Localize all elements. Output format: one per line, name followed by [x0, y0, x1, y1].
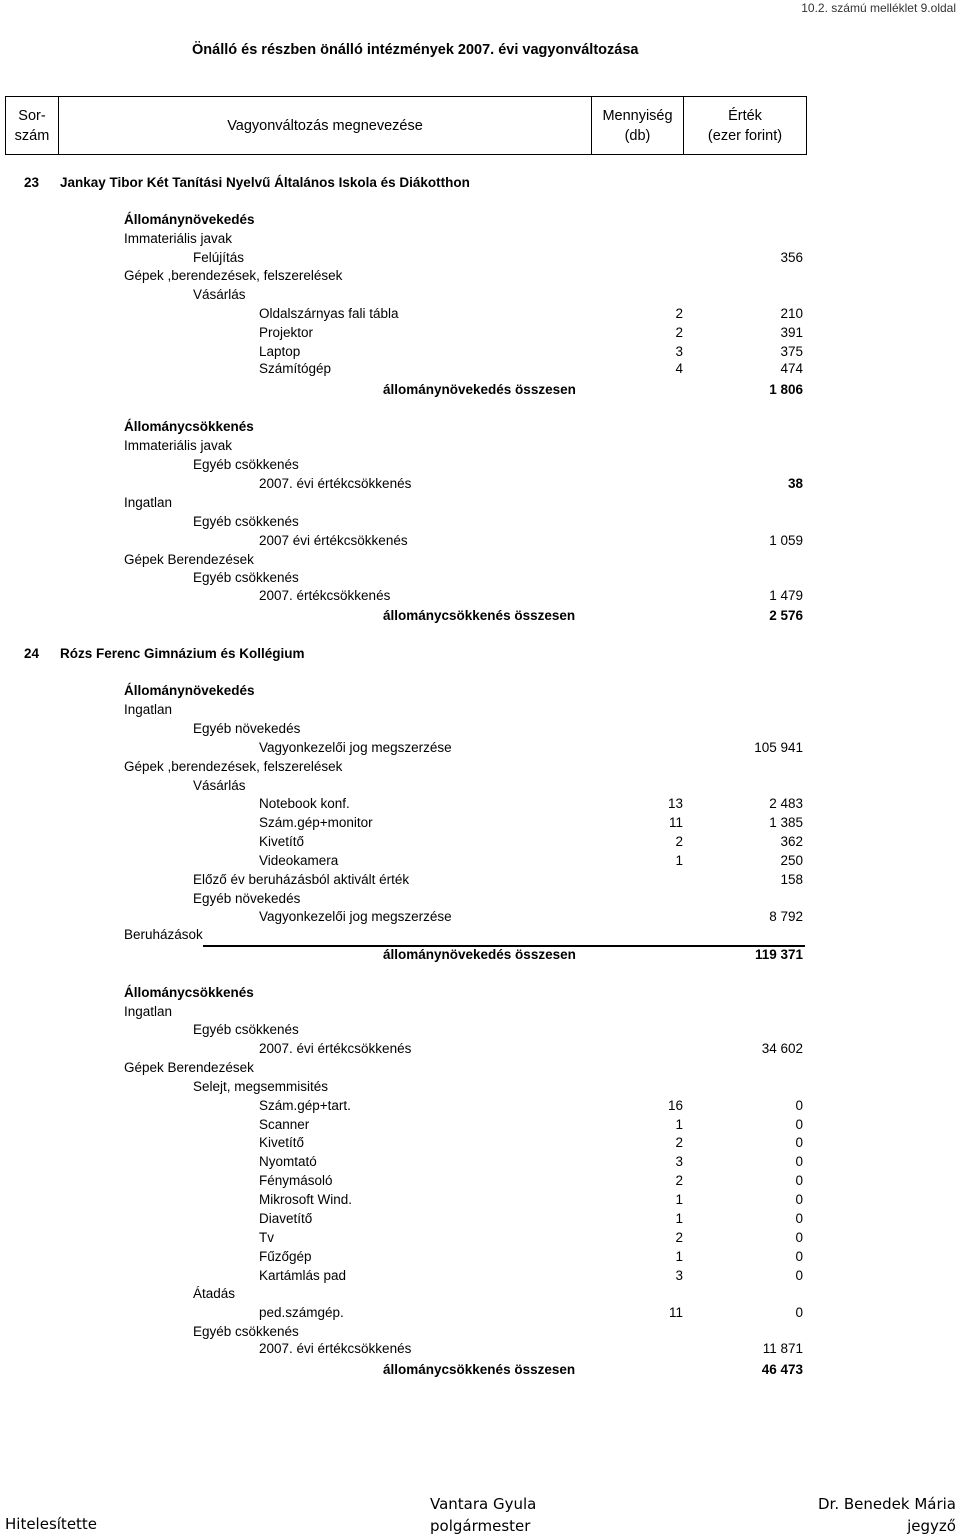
total-value: 119 371: [754, 947, 803, 962]
category-label: Gépek Berendezések: [124, 1060, 254, 1075]
subcategory-label: Selejt, megsemmisités: [193, 1079, 329, 1094]
item-label: Projektor: [259, 325, 314, 340]
item-label: Vagyonkezelői jog megszerzése: [259, 740, 452, 755]
item-label: Vagyonkezelői jog megszerzése: [259, 909, 452, 924]
footer-signer1-name: Vantara Gyula: [430, 1495, 537, 1513]
header-quantity-line1: Mennyiség: [602, 107, 673, 124]
item-label: ped.számgép.: [259, 1305, 344, 1320]
item-label: 2007. értékcsökkenés: [259, 588, 391, 603]
subcategory-label: Egyéb növekedés: [193, 891, 301, 906]
category-label: Gépek ,berendezések, felszerelések: [124, 268, 343, 283]
item-value: 1 059: [769, 533, 803, 548]
item-value: 250: [780, 853, 803, 868]
total-label: állománycsökkenés összesen: [383, 608, 576, 623]
item-label: 2007 évi értékcsökkenés: [259, 533, 408, 548]
item-label: Nyomtató: [259, 1154, 317, 1169]
category-label: Állománynövekedés: [124, 212, 255, 227]
page-title: Önálló és részben önálló intézmények 2007. évi vagyonváltozása: [192, 42, 639, 58]
total-divider-line: [203, 945, 805, 947]
item-label: Laptop: [259, 344, 301, 359]
total-label: állománynövekedés összesen: [383, 382, 576, 397]
header-sorszam-line1: Sor-: [18, 107, 46, 124]
item-value: 0: [795, 1230, 803, 1245]
item-label: Számítógép: [259, 361, 332, 376]
header-sorszam-line2: szám: [14, 127, 50, 144]
item-value: 0: [795, 1098, 803, 1113]
item-quantity: 1: [675, 1117, 683, 1132]
category-label: Beruházások: [124, 927, 203, 942]
page-reference: 10.2. számú melléklet 9.oldal: [801, 1, 956, 15]
item-label: 2007. évi értékcsökkenés: [259, 1041, 412, 1056]
item-label: Kivetítő: [259, 1135, 305, 1150]
category-label: Állománycsökkenés: [124, 419, 254, 434]
item-label: Szám.gép+monitor: [259, 815, 373, 830]
footer-certified: Hitelesítette: [5, 1515, 98, 1533]
item-label: Scanner: [259, 1117, 310, 1132]
item-label: Notebook konf.: [259, 796, 350, 811]
item-value: 210: [780, 306, 803, 321]
item-value: 11 871: [762, 1341, 803, 1356]
item-value: 0: [795, 1154, 803, 1169]
item-label: Mikrosoft Wind.: [259, 1192, 353, 1207]
item-quantity: 13: [667, 796, 683, 811]
category-label: Ingatlan: [124, 1004, 173, 1019]
item-label: Szám.gép+tart.: [259, 1098, 351, 1113]
subcategory-label: Vásárlás: [193, 287, 246, 302]
item-label: 2007. évi értékcsökkenés: [259, 1341, 412, 1356]
subcategory-label: Előző év beruházásból aktivált érték: [193, 872, 410, 887]
item-value: 8 792: [769, 909, 803, 924]
item-label: Tv: [259, 1230, 274, 1245]
subcategory-label: Egyéb csökkenés: [193, 1324, 299, 1339]
item-quantity: 11: [668, 815, 683, 830]
header-quantity: [591, 96, 684, 155]
item-quantity: 2: [675, 1135, 683, 1150]
item-quantity: 16: [667, 1098, 683, 1113]
item-quantity: 2: [675, 1230, 683, 1245]
item-quantity: 1: [675, 853, 683, 868]
item-value: 356: [780, 250, 803, 265]
header-value-line2: (ezer forint): [707, 127, 783, 144]
item-label: Diavetítő: [259, 1211, 313, 1226]
category-label: Ingatlan: [124, 495, 173, 510]
category-label: Immateriális javak: [124, 231, 233, 246]
item-label: Oldalszárnyas fali tábla: [259, 306, 399, 321]
subcategory-label: Felújítás: [193, 250, 245, 265]
total-label: állománycsökkenés összesen: [383, 1362, 576, 1377]
item-quantity: 1: [675, 1211, 683, 1226]
subcategory-label: Egyéb csökkenés: [193, 457, 299, 472]
item-value: 0: [795, 1173, 803, 1188]
category-label: Immateriális javak: [124, 438, 233, 453]
item-label: Kivetítő: [259, 834, 305, 849]
item-quantity: 4: [675, 361, 683, 376]
header-value-line1: Érték: [728, 107, 762, 124]
institution-name: Jankay Tibor Két Tanítási Nyelvű Általános Iskola és Diákotthon: [60, 175, 470, 190]
category-label: Gépek ,berendezések, felszerelések: [124, 759, 343, 774]
item-quantity: 1: [675, 1249, 683, 1264]
item-value: 158: [780, 872, 803, 887]
section-number: 23: [24, 175, 40, 190]
item-value: 375: [780, 344, 803, 359]
section-number: 24: [24, 646, 40, 661]
footer-signer2-name: Dr. Benedek Mária: [818, 1495, 956, 1513]
item-value: 0: [795, 1192, 803, 1207]
header-value: [683, 96, 807, 155]
subcategory-label: Átadás: [193, 1286, 236, 1301]
item-value: 38: [787, 476, 803, 491]
header-quantity-line2: (db): [624, 127, 651, 144]
item-value: 0: [795, 1211, 803, 1226]
item-value: 1 479: [769, 588, 803, 603]
item-quantity: 3: [675, 344, 683, 359]
item-quantity: 3: [675, 1154, 683, 1169]
header-name: [58, 96, 592, 155]
item-value: 0: [795, 1135, 803, 1150]
total-label: állománynövekedés összesen: [383, 947, 576, 962]
total-value: 2 576: [769, 608, 803, 623]
item-value: 362: [780, 834, 803, 849]
institution-name: Rózs Ferenc Gimnázium és Kollégium: [60, 646, 305, 661]
item-value: 1 385: [769, 815, 803, 830]
item-label: Fűzőgép: [259, 1249, 312, 1264]
category-label: Állománynövekedés: [124, 683, 255, 698]
total-value: 1 806: [769, 382, 803, 397]
category-label: Ingatlan: [124, 702, 173, 717]
subcategory-label: Vásárlás: [193, 778, 246, 793]
item-value: 0: [795, 1117, 803, 1132]
item-value: 0: [795, 1268, 803, 1283]
item-quantity: 1: [675, 1192, 683, 1207]
item-value: 474: [780, 361, 803, 376]
footer-signer2-title: jegyző: [907, 1517, 956, 1535]
item-quantity: 3: [675, 1268, 683, 1283]
item-quantity: 11: [668, 1305, 683, 1320]
item-label: Videokamera: [259, 853, 339, 868]
footer-signer1-title: polgármester: [430, 1517, 531, 1535]
category-label: Állománycsökkenés: [124, 985, 254, 1000]
item-value: 0: [795, 1305, 803, 1320]
item-quantity: 2: [675, 1173, 683, 1188]
item-quantity: 2: [675, 306, 683, 321]
subcategory-label: Egyéb csökkenés: [193, 514, 299, 529]
item-quantity: 2: [675, 834, 683, 849]
category-label: Gépek Berendezések: [124, 552, 254, 567]
item-value: 391: [780, 325, 803, 340]
header-sorszam: [5, 96, 59, 155]
subcategory-label: Egyéb növekedés: [193, 721, 301, 736]
subcategory-label: Egyéb csökkenés: [193, 570, 299, 585]
subcategory-label: Egyéb csökkenés: [193, 1022, 299, 1037]
total-value: 46 473: [761, 1362, 803, 1377]
item-value: 105 941: [754, 740, 803, 755]
item-value: 2 483: [769, 796, 803, 811]
item-quantity: 2: [675, 325, 683, 340]
header-name-text: Vagyonváltozás megnevezése: [227, 117, 423, 134]
item-label: Fénymásoló: [259, 1173, 333, 1188]
item-value: 0: [795, 1249, 803, 1264]
item-label: Kartámlás pad: [259, 1268, 347, 1283]
item-label: 2007. évi értékcsökkenés: [259, 476, 412, 491]
item-value: 34 602: [761, 1041, 803, 1056]
